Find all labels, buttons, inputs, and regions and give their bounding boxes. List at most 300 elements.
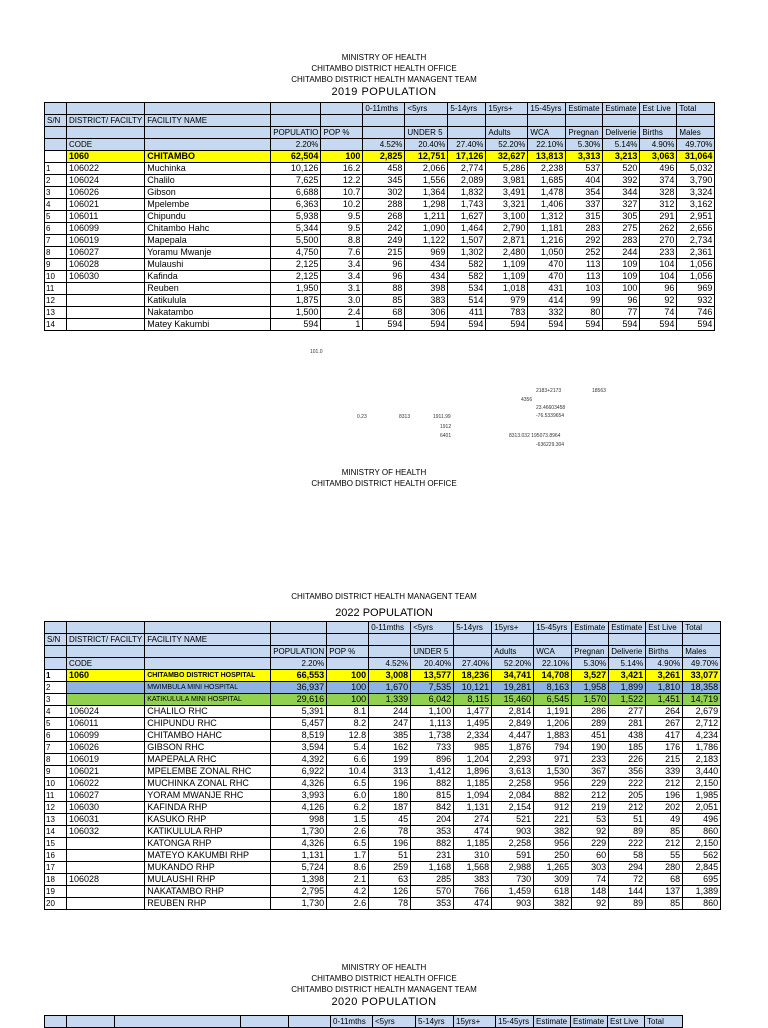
table-cell: 344 (603, 187, 640, 199)
table-cell: 2,293 (492, 754, 534, 766)
header-cell: <5yrs (411, 622, 454, 634)
table-cell: 2 (45, 175, 67, 187)
table-cell: 212 (572, 790, 609, 802)
population-2019-title: 2019 POPULATION (331, 86, 437, 98)
header-cell: Pregnan (566, 127, 603, 139)
table-cell: 1,122 (405, 235, 448, 247)
header-cell: Males (677, 127, 715, 139)
table-cell: 746 (677, 307, 715, 319)
table-row (45, 754, 721, 766)
header-cell: POP % (327, 646, 369, 658)
table-cell: 1,899 (609, 682, 646, 694)
table-cell: 956 (534, 838, 572, 850)
table-cell: 31,064 (677, 151, 715, 163)
table-cell: 382 (534, 826, 572, 838)
table-cell: 252 (566, 247, 603, 259)
table-cell (67, 319, 145, 331)
table-cell: 903 (492, 898, 534, 910)
table-cell: 6,042 (411, 694, 454, 706)
table-cell: 470 (528, 271, 566, 283)
table-cell: 6.5 (327, 838, 369, 850)
header-cell (534, 634, 572, 646)
table-row (45, 862, 721, 874)
table-cell: 242 (363, 223, 405, 235)
table-cell: 1,211 (405, 211, 448, 223)
table-row (45, 694, 721, 706)
table-cell: 520 (603, 163, 640, 175)
table-cell: CHALILO RHC (145, 706, 271, 718)
calc-note: 1912 (440, 424, 452, 430)
table-cell: 2,790 (486, 223, 528, 235)
table-cell: 882 (411, 838, 454, 850)
table-cell: 1,556 (405, 175, 448, 187)
table-cell: 367 (572, 766, 609, 778)
table-cell: 1 (321, 319, 363, 331)
table-cell: Chitambo Hahc (145, 223, 271, 235)
header-cell (45, 127, 67, 139)
table-cell: 537 (566, 163, 603, 175)
table-cell: 55 (646, 850, 683, 862)
table-cell: 1,298 (405, 199, 448, 211)
table-cell: 327 (603, 199, 640, 211)
header-cell (677, 115, 715, 127)
table-cell: 289 (572, 718, 609, 730)
table-cell: 1,627 (448, 211, 486, 223)
table-row (45, 223, 715, 235)
table-cell: 438 (609, 730, 646, 742)
table-cell: 1,985 (683, 790, 721, 802)
table-cell: 1.5 (327, 814, 369, 826)
table-cell (67, 886, 145, 898)
table-cell: 14,719 (683, 694, 721, 706)
table-cell (67, 295, 145, 307)
table-cell: Matey Kakumbi (145, 319, 271, 331)
table-cell: 17,126 (448, 151, 486, 163)
table-cell: 1,109 (486, 271, 528, 283)
table-cell: 7.6 (321, 247, 363, 259)
table-cell: 2,051 (683, 802, 721, 814)
table-cell: 2,154 (492, 802, 534, 814)
table-cell: 96 (363, 259, 405, 271)
table-cell: 34,741 (492, 670, 534, 682)
table-cell: 10 (45, 778, 67, 790)
header-cell: Total (645, 1016, 683, 1028)
header-cell (67, 103, 145, 115)
header-cell: 20.40% (405, 139, 448, 151)
table-cell: 591 (492, 850, 534, 862)
table-cell: 11 (45, 790, 67, 802)
table-row (45, 886, 721, 898)
table-row (45, 898, 721, 910)
table-cell: 1,810 (646, 682, 683, 694)
table-cell: 45 (369, 814, 411, 826)
table-cell: 306 (405, 307, 448, 319)
table-cell: 285 (411, 874, 454, 886)
header-cell (492, 634, 534, 646)
table-cell: 106028 (67, 874, 145, 886)
table-cell: 3,613 (492, 766, 534, 778)
table-cell: 283 (603, 235, 640, 247)
table-cell: 383 (405, 295, 448, 307)
table-cell: 6,922 (271, 766, 327, 778)
table-cell: 221 (534, 814, 572, 826)
office-title: CHITAMBO DISTRICT HEALTH OFFICE (311, 479, 457, 488)
table-cell: 730 (492, 874, 534, 886)
table-cell: MUCHINKA ZONAL RHC (145, 778, 271, 790)
table-cell: 2,480 (486, 247, 528, 259)
table-row (45, 838, 721, 850)
table-cell: Mpelembe (145, 199, 271, 211)
table-cell: 8,163 (534, 682, 572, 694)
header-cell (369, 634, 411, 646)
table-cell: 1,206 (534, 718, 572, 730)
table-row (45, 874, 721, 886)
table-cell: 196 (369, 778, 411, 790)
table-cell: 2,712 (683, 718, 721, 730)
table-cell: 92 (572, 826, 609, 838)
table-cell: 1,685 (528, 175, 566, 187)
table-cell: 3,063 (640, 151, 677, 163)
table-cell: 212 (646, 778, 683, 790)
table-cell: 5,344 (271, 223, 321, 235)
table-cell: NAKATAMBO RHP (145, 886, 271, 898)
table-cell: 998 (271, 814, 327, 826)
table-cell: 2,845 (683, 862, 721, 874)
table-cell: 2,795 (271, 886, 327, 898)
table-cell: 113 (566, 259, 603, 271)
table-cell: 474 (454, 826, 492, 838)
table-cell (67, 862, 145, 874)
ministry-title: MINISTRY OF HEALTH (341, 468, 427, 477)
table-cell: 3,527 (572, 670, 609, 682)
table-cell: 411 (448, 307, 486, 319)
table-cell: 13,577 (411, 670, 454, 682)
header-cell: Deliverie (609, 646, 646, 658)
table-cell: 3,440 (683, 766, 721, 778)
header-cell: 0-11mths (363, 103, 405, 115)
table-cell: 49 (646, 814, 683, 826)
table-cell: 1,100 (411, 706, 454, 718)
table-cell: 103 (566, 283, 603, 295)
table-cell: 3,162 (677, 199, 715, 211)
table-cell: 212 (646, 838, 683, 850)
table-cell: 882 (534, 790, 572, 802)
table-cell: 594 (405, 319, 448, 331)
office-title: CHITAMBO DISTRICT HEALTH OFFICE (311, 64, 457, 73)
calc-note: 8313 (399, 414, 411, 420)
table-cell: 1,743 (448, 199, 486, 211)
table-cell: 1.7 (327, 850, 369, 862)
table-cell: 11 (45, 283, 67, 295)
header-cell (45, 103, 67, 115)
table-cell: 2,849 (492, 718, 534, 730)
table-cell: 7 (45, 235, 67, 247)
team-title: CHITAMBO DISTRICT HEALTH MANAGENT TEAM (291, 985, 477, 994)
table-cell: 231 (411, 850, 454, 862)
header-cell: Estimate (571, 1016, 608, 1028)
header-cell: Estimate (534, 1016, 571, 1028)
table-cell: 5,938 (271, 211, 321, 223)
header-cell (528, 115, 566, 127)
table-cell: 18,358 (683, 682, 721, 694)
table-cell: 5 (45, 211, 67, 223)
table-cell: 1,451 (646, 694, 683, 706)
header-cell: 4.90% (640, 139, 677, 151)
calc-note: 23.46603458 (536, 405, 566, 411)
table-cell: 1,730 (271, 898, 327, 910)
population-2020-table (44, 1015, 683, 1028)
header-cell (411, 634, 454, 646)
table-cell: 2,656 (677, 223, 715, 235)
table-cell: 1,730 (271, 826, 327, 838)
table-cell: 270 (640, 235, 677, 247)
header-cell: 0-11mths (369, 622, 411, 634)
table-cell: 96 (603, 295, 640, 307)
table-cell: 1,109 (486, 259, 528, 271)
table-cell: 1,181 (528, 223, 566, 235)
table-cell: 89 (609, 898, 646, 910)
table-cell: 2,734 (677, 235, 715, 247)
table-cell: 356 (609, 766, 646, 778)
table-cell: 106021 (67, 766, 145, 778)
table-cell: 3,993 (271, 790, 327, 802)
table-cell: 233 (640, 247, 677, 259)
header-cell: Est Live (608, 1016, 645, 1028)
table-cell: 106030 (67, 802, 145, 814)
table-cell: 96 (363, 271, 405, 283)
header-cell (145, 127, 271, 139)
table-cell: 1,056 (677, 271, 715, 283)
table-cell: 74 (640, 307, 677, 319)
table-row (45, 151, 715, 163)
table-cell: 4,750 (271, 247, 321, 259)
table-row (45, 670, 721, 682)
table-cell: 10 (45, 271, 67, 283)
table-cell: 618 (534, 886, 572, 898)
header-cell (45, 1016, 67, 1028)
table-cell: 339 (646, 766, 683, 778)
table-cell: 78 (369, 826, 411, 838)
table-cell: YORAM MWANJE RHC (145, 790, 271, 802)
table-cell: 292 (566, 235, 603, 247)
table-cell: 534 (448, 283, 486, 295)
header-cell: Est Live (640, 103, 677, 115)
table-cell: 229 (572, 838, 609, 850)
header-cell: 4.52% (363, 139, 405, 151)
table-cell: 695 (683, 874, 721, 886)
table-cell: 233 (572, 754, 609, 766)
table-cell: GIBSON RHC (145, 742, 271, 754)
population-2020-title: 2020 POPULATION (331, 996, 437, 1008)
table-cell: 1,530 (534, 766, 572, 778)
table-cell: 7 (45, 742, 67, 754)
table-cell (67, 283, 145, 295)
table-cell: 1,090 (405, 223, 448, 235)
table-cell: 8,519 (271, 730, 327, 742)
table-cell: 3,594 (271, 742, 327, 754)
header-cell (321, 139, 363, 151)
table-cell: 6.0 (327, 790, 369, 802)
table-cell: 8 (45, 754, 67, 766)
table-cell: 2,258 (492, 838, 534, 850)
header-cell: POPULATIO (271, 127, 321, 139)
table-cell: 3,321 (486, 199, 528, 211)
header-cell (321, 115, 363, 127)
header-cell (572, 634, 609, 646)
table-cell: 196 (369, 838, 411, 850)
table-cell: 13 (45, 814, 67, 826)
table-cell: 85 (646, 898, 683, 910)
calc-note: 0.23 (357, 414, 367, 420)
table-cell: 354 (566, 187, 603, 199)
table-cell: 33,077 (683, 670, 721, 682)
header-cell: 5-14yrs (416, 1016, 454, 1028)
table-cell: 2,150 (683, 778, 721, 790)
table-cell: 12.8 (327, 730, 369, 742)
table-cell: 3.1 (321, 283, 363, 295)
table-cell: 137 (646, 886, 683, 898)
table-cell: 1,168 (411, 862, 454, 874)
table-cell: 4,234 (683, 730, 721, 742)
header-cell (327, 622, 369, 634)
table-cell: 2,150 (683, 838, 721, 850)
table-cell: 932 (677, 295, 715, 307)
table-cell: 1060 (67, 670, 145, 682)
table-cell: 106011 (67, 718, 145, 730)
table-cell (67, 850, 145, 862)
table-cell: 9.5 (321, 211, 363, 223)
table-row (45, 778, 721, 790)
table-cell: 1,883 (534, 730, 572, 742)
header-row (45, 127, 715, 139)
header-cell: 4.90% (646, 658, 683, 670)
header-row (45, 103, 715, 115)
table-cell: 1,670 (369, 682, 411, 694)
table-cell: 353 (411, 898, 454, 910)
table-cell: 2,951 (677, 211, 715, 223)
table-cell (67, 682, 145, 694)
table-cell: 4 (45, 199, 67, 211)
table-cell: 328 (640, 187, 677, 199)
table-cell: 1,832 (448, 187, 486, 199)
table-cell: 1,896 (454, 766, 492, 778)
table-cell: 14,708 (534, 670, 572, 682)
table-cell: 106028 (67, 259, 145, 271)
table-cell (45, 151, 67, 163)
table-cell: 185 (609, 742, 646, 754)
table-cell: 249 (363, 235, 405, 247)
header-cell: Estimate (603, 103, 640, 115)
header-cell: Total (677, 103, 715, 115)
header-cell: 15yrs+ (492, 622, 534, 634)
table-cell: 229 (572, 778, 609, 790)
table-cell: 4,392 (271, 754, 327, 766)
table-cell: 106022 (67, 163, 145, 175)
table-cell: CHITAMBO HAHC (145, 730, 271, 742)
header-cell: S/N (45, 634, 67, 646)
header-cell: POPULATION (271, 646, 327, 658)
table-cell: 794 (534, 742, 572, 754)
table-cell: 4,326 (271, 778, 327, 790)
table-cell: 1,364 (405, 187, 448, 199)
table-cell: 4 (45, 706, 67, 718)
header-cell (486, 115, 528, 127)
header-cell: Males (683, 646, 721, 658)
table-cell: 162 (369, 742, 411, 754)
table-cell: REUBEN RHP (145, 898, 271, 910)
table-cell: 6 (45, 730, 67, 742)
table-cell: 5,032 (677, 163, 715, 175)
table-cell: 106024 (67, 175, 145, 187)
header-cell (241, 1016, 289, 1028)
table-cell: 385 (369, 730, 411, 742)
table-cell: 15,460 (492, 694, 534, 706)
table-row (45, 730, 721, 742)
table-row (45, 706, 721, 718)
header-cell: Births (646, 646, 683, 658)
table-cell: 860 (683, 898, 721, 910)
table-cell: 882 (411, 778, 454, 790)
table-cell: 9.5 (321, 223, 363, 235)
table-cell: 96 (640, 283, 677, 295)
calc-note: -636229.304 (536, 442, 565, 448)
header-cell (363, 115, 405, 127)
table-cell: 16.2 (321, 163, 363, 175)
header-cell (609, 634, 646, 646)
table-cell: 398 (405, 283, 448, 295)
header-cell: 5.14% (609, 658, 646, 670)
header-cell: 5-14yrs (454, 622, 492, 634)
header-cell (327, 658, 369, 670)
table-cell: 1,094 (454, 790, 492, 802)
table-cell: CHIPUNDU RHC (145, 718, 271, 730)
table-cell: 294 (609, 862, 646, 874)
table-cell: 1,113 (411, 718, 454, 730)
table-cell: 3,008 (369, 670, 411, 682)
table-cell: 3.0 (321, 295, 363, 307)
header-cell: 15yrs+ (486, 103, 528, 115)
table-cell: 1,312 (528, 211, 566, 223)
table-cell: 268 (363, 211, 405, 223)
table-cell: 594 (603, 319, 640, 331)
table-cell: 594 (448, 319, 486, 331)
table-cell: 458 (363, 163, 405, 175)
table-cell: 6 (45, 223, 67, 235)
header-cell: 15-45yrs (496, 1016, 534, 1028)
table-cell: 99 (566, 295, 603, 307)
table-cell: 912 (534, 802, 572, 814)
table-cell: KATONGA RHP (145, 838, 271, 850)
table-cell: 309 (534, 874, 572, 886)
table-cell: 5,724 (271, 862, 327, 874)
table-cell: 3.4 (321, 271, 363, 283)
table-row (45, 211, 715, 223)
table-cell: 106027 (67, 790, 145, 802)
table-row (45, 283, 715, 295)
header-cell: FACILITY NAME (145, 634, 271, 646)
table-cell: 8.8 (321, 235, 363, 247)
table-cell: 305 (603, 211, 640, 223)
table-cell: Chipundu (145, 211, 271, 223)
table-cell: 1,398 (271, 874, 327, 886)
header-cell: 5-14yrs (448, 103, 486, 115)
table-row (45, 235, 715, 247)
table-cell: 2,125 (271, 259, 321, 271)
header-cell: Deliverie (603, 127, 640, 139)
table-cell: 74 (572, 874, 609, 886)
table-cell: 1,950 (271, 283, 321, 295)
table-cell: 13,813 (528, 151, 566, 163)
